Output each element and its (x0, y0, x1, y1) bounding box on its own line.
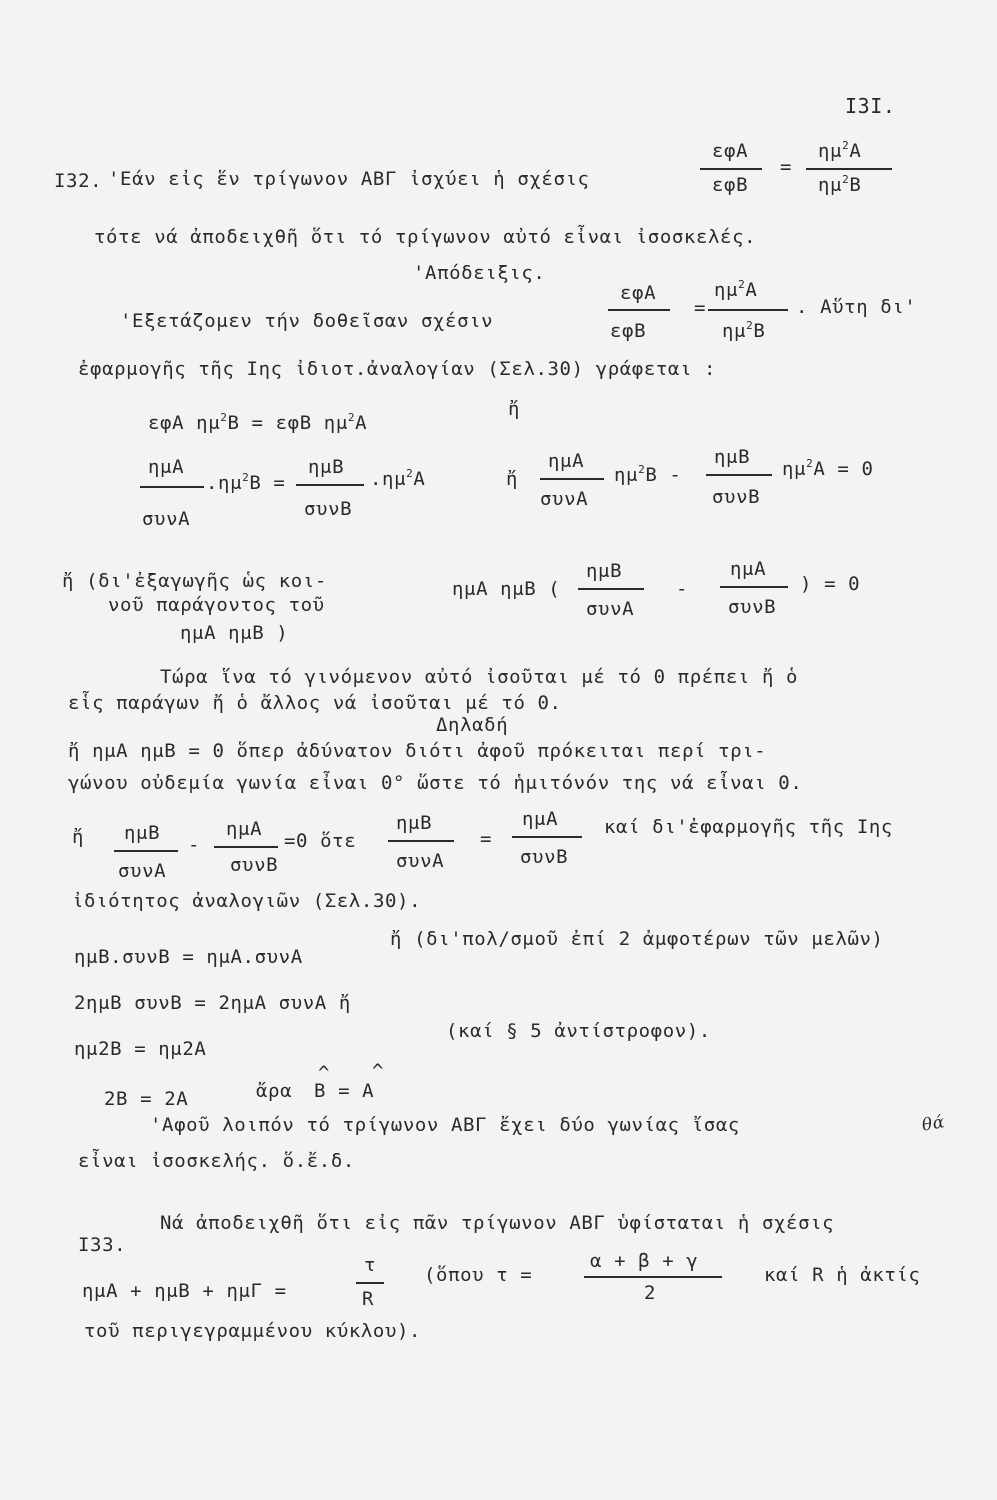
fraction-bar (388, 840, 454, 842)
fraction-bar (140, 486, 204, 488)
fraction-bar (296, 484, 364, 486)
proof-line-11: ἰδιότητος ἀναλογιῶν (Σελ.30). (72, 890, 422, 912)
minus-sign: - (188, 834, 201, 856)
proof-line-13: 2ημΒ συνΒ = 2ημΑ συνΑ ἤ (74, 992, 351, 1014)
problem-133-statement-line3: τοῦ περιγεγραμμένου κύκλου). (84, 1320, 422, 1342)
or-word: ἤ (72, 826, 85, 848)
angle-equality: Β = Α (314, 1080, 375, 1102)
frac-num: τ (364, 1254, 377, 1276)
or-word: ἤ (508, 398, 521, 420)
fraction-bar (540, 478, 604, 480)
term: $.\eta\mu^2B$ = (206, 471, 286, 494)
problem-133-statement-line1: Νά ἀποδειχθῆ ὅτι εἰς πᾶν τρίγωνον ΑΒΓ ὑφίσταται ἡ σχέσις (160, 1212, 835, 1234)
proof-line-7: εἷς παράγων ἤ ὁ ἄλλος νά ἰσοῦται μέ τό 0. (68, 692, 562, 714)
frac-num: ημΒ (714, 446, 751, 468)
proof-line-8: ἤ ημΑ ημΒ = 0 ὅπερ ἀδύνατον διότι ἀφοῦ πρόκειται περί τρι- (68, 740, 767, 762)
proof-heading: 'Απόδειξις. (413, 262, 546, 284)
fraction-bar (706, 474, 772, 476)
page-number: I3I. (845, 94, 896, 118)
eq-num-right: $\eta\mu^2A$ (714, 278, 758, 301)
fraction-bar (512, 836, 582, 838)
proof-line-10-tail: καί δι'ἐφαρμογῆς τῆς Ιης (604, 816, 893, 838)
eq-den-left: εφΒ (712, 174, 749, 196)
problem-132-number: I32. (54, 170, 103, 192)
frac-den: R (362, 1288, 375, 1310)
eq-num-right: $\eta\mu^2A$ (818, 139, 862, 162)
fraction-bar (806, 168, 892, 170)
therefore-word: ἄρα (256, 1080, 293, 1102)
frac-num: ημΑ (730, 558, 767, 580)
proof-line-14-eq: ημ2Β = ημ2Α (74, 1038, 207, 1060)
proof-line-12-note: ἤ (δι'πολ/σμοῦ ἐπί 2 ἀμφοτέρων τῶν μελῶν) (390, 928, 884, 950)
term: $.\eta\mu^2A$ (370, 467, 426, 490)
eq-den-right: $\eta\mu^2B$ (818, 173, 862, 196)
frac-den: συνΑ (540, 488, 589, 510)
frac-num: ημΒ (396, 812, 433, 834)
term: $\eta\mu^2B$ - (614, 463, 682, 486)
frac-num: ημΑ (226, 818, 263, 840)
where-clause: (ὅπου τ = (424, 1264, 533, 1286)
frac-num: ημΒ (586, 560, 623, 582)
fraction-bar (114, 850, 178, 852)
proof-line-1-tail: . Αὕτη δι' (796, 296, 917, 318)
proof-line-12-eq: ημΒ.συνΒ = ημΑ.συνΑ (74, 946, 303, 968)
eq-den-left: εφΒ (610, 320, 647, 342)
fraction-bar (356, 1282, 384, 1284)
fraction-bar (214, 846, 278, 848)
eq-den-right: $\eta\mu^2B$ (722, 319, 766, 342)
fraction-bar (700, 168, 762, 170)
frac-den: συνΑ (142, 508, 191, 530)
fraction-bar (584, 1276, 722, 1278)
frac-den: συνΒ (230, 854, 279, 876)
frac-den: συνΒ (304, 498, 353, 520)
problem-133-number: I33. (78, 1234, 127, 1256)
eq-sign: = (780, 156, 793, 178)
frac-num: ημΒ (124, 822, 161, 844)
proof-line-1: 'Εξετάζομεν τήν δοθεῖσαν σχέσιν (120, 310, 494, 332)
problem-133-equation: ημΑ + ημΒ + ημΓ = (82, 1280, 287, 1302)
proof-line-15-eq: 2Β = 2Α (104, 1088, 189, 1110)
proof-line-2: ἐφαρμογῆς τῆς Ιης ἰδιοτ.ἀναλογίαν (Σελ.30) γράφεται : (78, 358, 717, 380)
proof-line-14-note: (καί § 5 ἀντίστροφον). (446, 1020, 711, 1042)
frac-num: α + β + γ (590, 1250, 699, 1272)
proof-line-9: γώνου οὐδεμία γωνία εἶναι 0° ὥστε τό ἡμιτόνόν της νά εἶναι 0. (68, 772, 803, 794)
frac-num: ημΑ (522, 808, 559, 830)
factor-note-line1: ἤ (δι'ἐξαγωγῆς ὡς κοι- (62, 570, 327, 592)
equals-sign: = (480, 828, 493, 850)
frac-den: συνΑ (396, 850, 445, 872)
term: $\eta\mu^2A = 0$ (782, 457, 874, 480)
factored-expression: ημΑ ημΒ ( (452, 578, 561, 600)
eq-num-left: εφΑ (712, 140, 749, 162)
frac-den: 2 (644, 1282, 657, 1304)
where-tail: καί R ἡ ἀκτίς (764, 1264, 921, 1286)
minus-sign: - (676, 578, 689, 600)
fraction-bar (720, 586, 788, 588)
frac-num: ημΒ (308, 456, 345, 478)
proof-line-6: Τώρα ἵνα τό γινόμενον αὐτό ἰσοῦται μέ τό 0 πρέπει ἤ ὁ (160, 666, 799, 688)
proof-line-3: εφΑ $\eta\mu^2B = \varepsilon\varphi B$ $\eta\mu^2A$ (148, 411, 368, 434)
factor-note-line2: νοῦ παράγοντος τοῦ (108, 594, 325, 616)
hat-symbol: ^ (372, 1060, 385, 1082)
hat-symbol: ^ (318, 1062, 331, 1084)
eq-sign: = (694, 297, 707, 319)
frac-den: συνΒ (712, 486, 761, 508)
frac-den: συνΑ (118, 860, 167, 882)
factor-note-line3: ημΑ ημΒ ) (180, 622, 289, 644)
fraction-bar (708, 309, 788, 311)
or-word: ἤ (506, 468, 519, 490)
fraction-bar (608, 309, 670, 311)
proof-line-16: 'Αφοῦ λοιπόν τό τρίγωνον ΑΒΓ ἔχει δύο γωνίας ἴσας (150, 1114, 740, 1136)
frac-den: συνΑ (586, 598, 635, 620)
handwritten-note: θά (920, 1112, 947, 1136)
frac-den: συνΒ (520, 846, 569, 868)
fraction-bar (578, 588, 644, 590)
namely-label: Δηλαδή (436, 714, 509, 736)
frac-den: συνΒ (728, 596, 777, 618)
eq-num-left: εφΑ (620, 282, 657, 304)
problem-132-statement-line1: 'Εάν εἰς ἕν τρίγωνον ΑΒΓ ἰσχύει ἡ σχέσις (108, 168, 590, 190)
frac-num: ημΑ (148, 456, 185, 478)
equals-zero-then: =0 ὅτε (284, 830, 357, 852)
problem-132-statement-line2: τότε νά ἀποδειχθῆ ὅτι τό τρίγωνον αὐτό εἶναι ἰσοσκελές. (94, 226, 757, 248)
equals-zero: ) = 0 (800, 573, 861, 595)
proof-line-17: εἶναι ἰσοσκελής. ὅ.ἔ.δ. (78, 1150, 355, 1172)
frac-num: ημΑ (548, 450, 585, 472)
